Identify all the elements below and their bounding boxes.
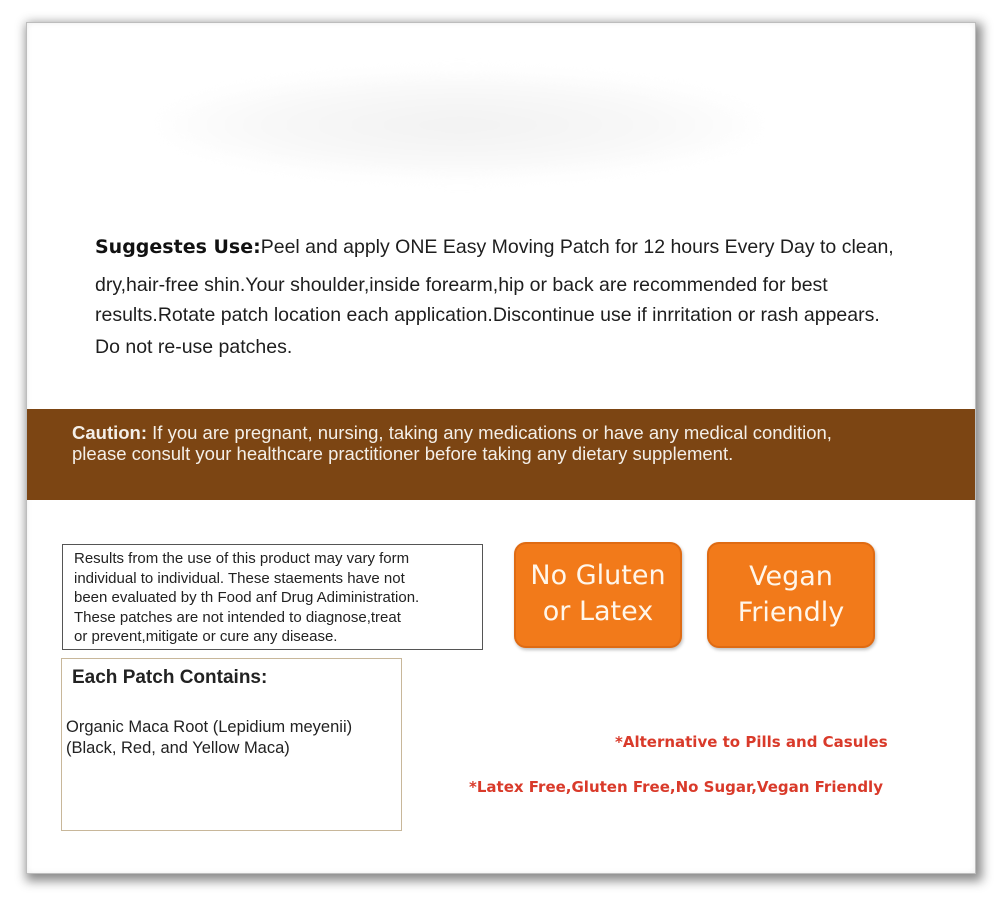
suggested-use-line-3: results.Rotate patch location each application.Discontinue use if inrritation or rash appears.: [95, 304, 880, 326]
caution-label: Caution:: [72, 422, 148, 443]
disclaimer-line: Results from the use of this product may vary form: [74, 550, 410, 567]
patch-contents-title: Each Patch Contains:: [72, 667, 268, 688]
no-gluten-badge-line-1: No Gluten: [530, 560, 666, 591]
free-from-note: *Latex Free,Gluten Free,No Sugar,Vegan Friendly: [469, 778, 883, 796]
suggested-use-line-4: Do not re-use patches.: [95, 336, 293, 358]
ingredient-item: (Black, Red, and Yellow Maca): [66, 739, 290, 757]
caution-text-1: If you are pregnant, nursing, taking any medications or have any medical condition,: [147, 422, 832, 443]
caution-line-1: [72, 422, 952, 443]
vegan-badge-line-1: Vegan: [749, 561, 833, 592]
disclaimer-line: been evaluated by th Food anf Drug Adiministration.: [74, 589, 420, 606]
patch-contents-box: [61, 658, 402, 831]
caution-text: [72, 422, 952, 464]
suggested-use-line-1: [95, 230, 975, 264]
suggested-use-line-2: dry,hair-free shin.Your shoulder,inside forearm,hip or back are recommended for best: [95, 274, 828, 296]
no-gluten-badge-line-2: or Latex: [542, 596, 654, 627]
vegan-badge-line-2: Friendly: [737, 597, 845, 628]
disclaimer-line: or prevent,mitigate or cure any disease.: [74, 628, 338, 645]
no-gluten-badge: [514, 542, 682, 648]
blurred-header-area: [160, 70, 760, 180]
ingredient-item: Organic Maca Root (Lepidium meyenii): [66, 718, 353, 736]
vegan-friendly-badge: [707, 542, 875, 648]
suggested-use-text-1: Peel and apply ONE Easy Moving Patch for 12 hours Every Day to clean,: [260, 236, 894, 258]
suggested-use-section: [95, 230, 975, 364]
disclaimer-line: individual to individual. These staements have not: [74, 569, 405, 587]
suggested-use-heading: Suggestes Use:: [95, 236, 261, 258]
fda-disclaimer-box: [62, 544, 483, 650]
disclaimer-line: These patches are not intended to diagnose,treat: [74, 608, 401, 626]
alternative-note: *Alternative to Pills and Casules: [615, 733, 888, 751]
caution-line-2: please consult your healthcare practitioner before taking any dietary supplement.: [72, 443, 734, 464]
ingredient-list: [66, 717, 352, 759]
